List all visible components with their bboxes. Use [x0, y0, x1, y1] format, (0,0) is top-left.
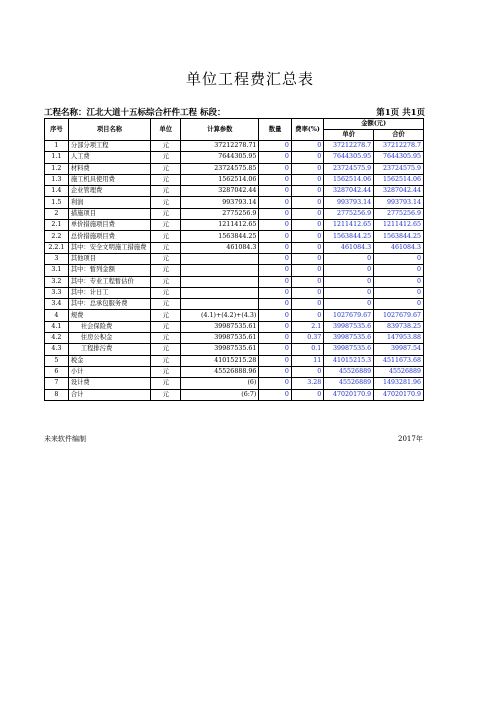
- table-row: [45, 366, 424, 377]
- footer-year: 2017年: [398, 435, 423, 443]
- summary-table: [44, 118, 424, 401]
- cell-base: [181, 287, 259, 298]
- cell-total: 0: [374, 265, 424, 276]
- cell-seq: 3: [45, 253, 69, 264]
- cell-total: 47020170.9: [374, 389, 424, 400]
- cell-qty: 0: [259, 231, 291, 242]
- cell-price: 39987535.6: [324, 344, 374, 355]
- cell-unit: 元: [151, 378, 181, 389]
- table-row: [45, 186, 424, 197]
- cell-base: (4.1)+(4.2)+(4.3): [181, 310, 259, 321]
- cell-price: 2775256.9: [324, 208, 374, 219]
- cell-qty: 0: [259, 197, 291, 208]
- header-qty: 数量: [259, 119, 291, 141]
- cell-rate: 0: [291, 163, 323, 174]
- cell-total: 1563844.25: [374, 231, 424, 242]
- cell-name: 其他项目: [68, 253, 150, 264]
- cell-seq: 8: [45, 389, 69, 400]
- cell-unit: 元: [151, 186, 181, 197]
- cell-total: 37212278.7: [374, 141, 424, 152]
- cell-total: 1562514.06: [374, 174, 424, 185]
- cell-name: 人工费: [68, 152, 150, 163]
- cell-base: 1562514.06: [181, 174, 259, 185]
- cell-qty: 0: [259, 378, 291, 389]
- cell-total: 461084.3: [374, 242, 424, 253]
- table-row: [45, 231, 424, 242]
- cell-rate: 2.1: [291, 321, 323, 332]
- header-unit: 单位: [151, 119, 181, 141]
- cell-rate: 0: [291, 220, 323, 231]
- cell-unit: 元: [151, 265, 181, 276]
- header-rate: 费率(%): [291, 119, 323, 141]
- cell-price: 0: [324, 253, 374, 264]
- cell-base: 3287042.44: [181, 186, 259, 197]
- cell-seq: 1.5: [45, 197, 69, 208]
- cell-seq: 4.3: [45, 344, 69, 355]
- cell-rate: 0: [291, 174, 323, 185]
- cell-price: 45526889: [324, 366, 374, 377]
- cell-rate: 0: [291, 242, 323, 253]
- cell-qty: 0: [259, 253, 291, 264]
- cell-name: 其中：安全文明施工措施费: [68, 242, 150, 253]
- cell-base: 461084.3: [181, 242, 259, 253]
- cell-price: 0: [324, 265, 374, 276]
- cell-qty: 0: [259, 389, 291, 400]
- cell-price: 1211412.65: [324, 220, 374, 231]
- cell-rate: 0: [291, 310, 323, 321]
- cell-price: 461084.3: [324, 242, 374, 253]
- cell-seq: 4: [45, 310, 69, 321]
- cell-name: 社会保险费: [68, 321, 150, 332]
- cell-rate: 0: [291, 152, 323, 163]
- cell-price: 993793.14: [324, 197, 374, 208]
- cell-base: [181, 253, 259, 264]
- cell-qty: 0: [259, 299, 291, 310]
- cell-seq: 3.3: [45, 287, 69, 298]
- header-name: 项目名称: [68, 119, 150, 141]
- table-row: [45, 174, 424, 185]
- cell-unit: 元: [151, 208, 181, 219]
- cell-base: 7644305.95: [181, 152, 259, 163]
- cell-base: [181, 276, 259, 287]
- cell-base: [181, 299, 259, 310]
- cell-qty: 0: [259, 141, 291, 152]
- cell-total: 23724575.9: [374, 163, 424, 174]
- cell-base: 1563844.25: [181, 231, 259, 242]
- cell-name: 其中：总承包服务费: [68, 299, 150, 310]
- cell-seq: 5: [45, 355, 69, 366]
- cell-qty: 0: [259, 242, 291, 253]
- cell-price: 0: [324, 276, 374, 287]
- cell-rate: 0: [291, 389, 323, 400]
- cell-seq: 2: [45, 208, 69, 219]
- cell-total: 3287042.44: [374, 186, 424, 197]
- table-row: [45, 299, 424, 310]
- table-row: [45, 220, 424, 231]
- cell-seq: 1.3: [45, 174, 69, 185]
- cell-unit: 元: [151, 152, 181, 163]
- cell-unit: 元: [151, 389, 181, 400]
- cell-seq: 6: [45, 366, 69, 377]
- cell-seq: 7: [45, 378, 69, 389]
- cell-unit: 元: [151, 174, 181, 185]
- cell-price: 37212278.7: [324, 141, 374, 152]
- cell-seq: 1.4: [45, 186, 69, 197]
- page-info: 第1页 共1页: [376, 108, 425, 118]
- cell-price: 45526889: [324, 378, 374, 389]
- cell-unit: 元: [151, 242, 181, 253]
- cell-rate: 0: [291, 299, 323, 310]
- cell-price: 39987535.6: [324, 333, 374, 344]
- cell-qty: 0: [259, 220, 291, 231]
- cell-total: 1493281.96: [374, 378, 424, 389]
- project-name: 工程名称：江北大道十五标综合杆件工程 标段：: [44, 108, 226, 118]
- cell-base: 993793.14: [181, 197, 259, 208]
- cell-seq: 2.1: [45, 220, 69, 231]
- cell-name: 利润: [68, 197, 150, 208]
- cell-total: 2775256.9: [374, 208, 424, 219]
- cell-qty: 0: [259, 152, 291, 163]
- cell-seq: 2.2.1: [45, 242, 69, 253]
- cell-total: 1027679.67: [374, 310, 424, 321]
- cell-rate: 0: [291, 141, 323, 152]
- cell-name: 其中：暂列金额: [68, 265, 150, 276]
- cell-total: 1211412.65: [374, 220, 424, 231]
- cell-seq: 1: [45, 141, 69, 152]
- cell-unit: 元: [151, 141, 181, 152]
- cell-name: 合计: [68, 389, 150, 400]
- cell-total: 147953.88: [374, 333, 424, 344]
- table-row: [45, 355, 424, 366]
- cell-name: 总价措施项目费: [68, 231, 150, 242]
- cell-total: 0: [374, 287, 424, 298]
- cell-name: 单价措施项目费: [68, 220, 150, 231]
- cell-price: 0: [324, 299, 374, 310]
- table-row: [45, 242, 424, 253]
- cell-rate: 0: [291, 231, 323, 242]
- cell-name: 其中：专业工程暂估价: [68, 276, 150, 287]
- header-base: 计算参数: [181, 119, 259, 141]
- cell-qty: 0: [259, 355, 291, 366]
- cell-price: 23724575.9: [324, 163, 374, 174]
- table-row: [45, 389, 424, 400]
- cell-rate: 3.28: [291, 378, 323, 389]
- cell-base: 23724575.85: [181, 163, 259, 174]
- cell-seq: 3.1: [45, 265, 69, 276]
- cell-price: 1563844.25: [324, 231, 374, 242]
- cell-unit: 元: [151, 163, 181, 174]
- cell-seq: 1.2: [45, 163, 69, 174]
- cell-name: 住房公积金: [68, 333, 150, 344]
- cell-qty: 0: [259, 186, 291, 197]
- cell-unit: 元: [151, 287, 181, 298]
- cell-name: 设计费: [68, 378, 150, 389]
- cell-unit: 元: [151, 299, 181, 310]
- cell-total: 0: [374, 276, 424, 287]
- cell-base: 1211412.65: [181, 220, 259, 231]
- cell-rate: 0: [291, 276, 323, 287]
- cell-rate: 0: [291, 253, 323, 264]
- cell-name: 小计: [68, 366, 150, 377]
- header-price: 单价: [324, 130, 374, 141]
- cell-unit: 元: [151, 253, 181, 264]
- cell-rate: 0.37: [291, 333, 323, 344]
- table-row: [45, 333, 424, 344]
- table-row: [45, 310, 424, 321]
- cell-base: 39987535.61: [181, 344, 259, 355]
- cell-rate: 0: [291, 287, 323, 298]
- cell-price: 3287042.44: [324, 186, 374, 197]
- cell-qty: 0: [259, 333, 291, 344]
- cell-seq: 4.2: [45, 333, 69, 344]
- cell-price: 41015215.3: [324, 355, 374, 366]
- cell-name: 工程排污费: [68, 344, 150, 355]
- cell-name: 规费: [68, 310, 150, 321]
- cell-total: 45526889: [374, 366, 424, 377]
- cell-name: 措施项目: [68, 208, 150, 219]
- cell-qty: 0: [259, 366, 291, 377]
- cell-qty: 0: [259, 276, 291, 287]
- table-row: [45, 276, 424, 287]
- cell-qty: 0: [259, 344, 291, 355]
- cell-qty: 0: [259, 163, 291, 174]
- cell-seq: 2.2: [45, 231, 69, 242]
- cell-base: 2775256.9: [181, 208, 259, 219]
- cell-name: 其中：计日工: [68, 287, 150, 298]
- page-title: 单位工程费汇总表: [185, 70, 314, 88]
- cell-base: 39987535.61: [181, 333, 259, 344]
- cell-price: 47020170.9: [324, 389, 374, 400]
- cell-unit: 元: [151, 276, 181, 287]
- cell-total: 39987.54: [374, 344, 424, 355]
- cell-rate: 0.1: [291, 344, 323, 355]
- cell-base: 41015215.28: [181, 355, 259, 366]
- cell-base: (6:7): [181, 389, 259, 400]
- cell-seq: 4.1: [45, 321, 69, 332]
- cell-unit: 元: [151, 366, 181, 377]
- cell-total: 0: [374, 299, 424, 310]
- cell-rate: 0: [291, 265, 323, 276]
- cell-rate: 0: [291, 366, 323, 377]
- cell-base: 39987535.61: [181, 321, 259, 332]
- cell-base: 45526888.96: [181, 366, 259, 377]
- header-total: 合价: [374, 130, 424, 141]
- cell-total: 4511673.68: [374, 355, 424, 366]
- table-row: [45, 163, 424, 174]
- cell-unit: 元: [151, 321, 181, 332]
- cell-qty: 0: [259, 310, 291, 321]
- cell-name: 税金: [68, 355, 150, 366]
- cell-total: 993793.14: [374, 197, 424, 208]
- cell-seq: 3.4: [45, 299, 69, 310]
- cell-qty: 0: [259, 287, 291, 298]
- cell-seq: 3.2: [45, 276, 69, 287]
- header-seq: 序号: [45, 119, 69, 141]
- cell-unit: 元: [151, 220, 181, 231]
- cell-qty: 0: [259, 208, 291, 219]
- cell-price: 1027679.67: [324, 310, 374, 321]
- table-row: [45, 152, 424, 163]
- cell-rate: 0: [291, 208, 323, 219]
- table-row: [45, 287, 424, 298]
- cell-name: 材料费: [68, 163, 150, 174]
- cell-unit: 元: [151, 355, 181, 366]
- cell-price: 7644305.95: [324, 152, 374, 163]
- table-row: [45, 197, 424, 208]
- cell-name: 企业管理费: [68, 186, 150, 197]
- table-row: [45, 378, 424, 389]
- table-row: [45, 265, 424, 276]
- cell-seq: 1.1: [45, 152, 69, 163]
- cell-total: 0: [374, 253, 424, 264]
- table-row: [45, 141, 424, 152]
- cell-base: 37212278.71: [181, 141, 259, 152]
- cell-unit: 元: [151, 333, 181, 344]
- cell-unit: 元: [151, 310, 181, 321]
- table-row: [45, 321, 424, 332]
- cell-total: 839738.25: [374, 321, 424, 332]
- cell-rate: 0: [291, 186, 323, 197]
- table-row: [45, 344, 424, 355]
- cell-unit: 元: [151, 231, 181, 242]
- header-amount: 金额(元): [324, 119, 424, 130]
- cell-total: 7644305.95: [374, 152, 424, 163]
- cell-unit: 元: [151, 344, 181, 355]
- table-row: [45, 208, 424, 219]
- cell-base: (6): [181, 378, 259, 389]
- cell-qty: 0: [259, 265, 291, 276]
- cell-rate: 0: [291, 197, 323, 208]
- cell-qty: 0: [259, 174, 291, 185]
- cell-qty: 0: [259, 321, 291, 332]
- cell-price: 39987535.6: [324, 321, 374, 332]
- cell-name: 施工机具使用费: [68, 174, 150, 185]
- table-row: [45, 253, 424, 264]
- cell-name: 分部分项工程: [68, 141, 150, 152]
- cell-unit: 元: [151, 197, 181, 208]
- cell-price: 1562514.06: [324, 174, 374, 185]
- cell-base: [181, 265, 259, 276]
- footer-software: 未来软件编制: [44, 435, 86, 443]
- cell-price: 0: [324, 287, 374, 298]
- cell-rate: 11: [291, 355, 323, 366]
